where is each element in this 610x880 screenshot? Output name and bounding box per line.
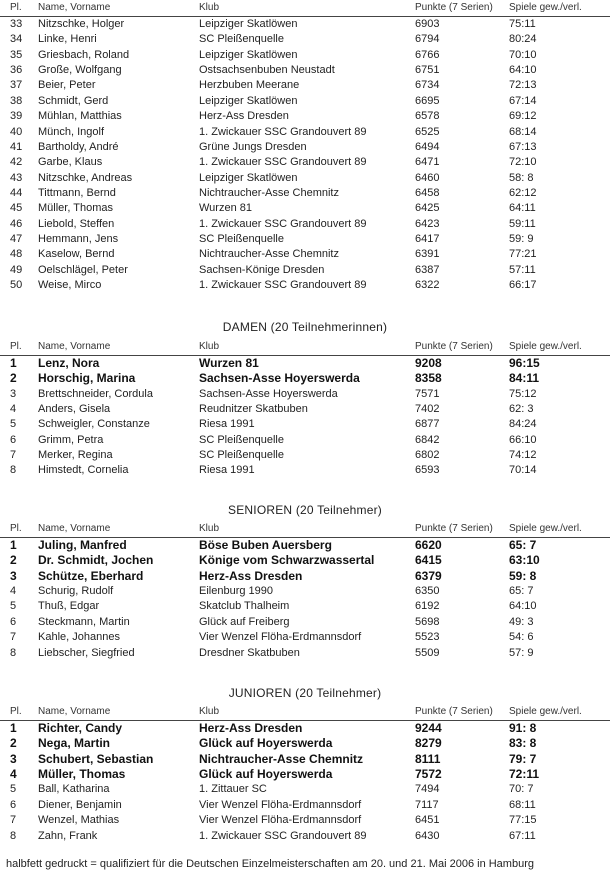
table-row bbox=[0, 646, 610, 661]
games-won-lost: 72:13 bbox=[509, 79, 537, 92]
table-row bbox=[0, 402, 610, 417]
place: 47 bbox=[10, 232, 23, 245]
club-name: Dresdner Skatbuben bbox=[199, 646, 300, 659]
club-name: SC Pleißenquelle bbox=[199, 433, 284, 446]
club-name: Riesa 1991 bbox=[199, 464, 255, 477]
club-name: Nichtraucher-Asse Chemnitz bbox=[199, 186, 339, 199]
player-name: Dr. Schmidt, Jochen bbox=[38, 553, 154, 568]
club-name: Herzbuben Meerane bbox=[199, 79, 300, 92]
table-row bbox=[0, 155, 610, 170]
games-won-lost: 64:10 bbox=[509, 64, 537, 76]
table-row bbox=[0, 736, 610, 751]
points: 7402 bbox=[415, 403, 440, 416]
points: 6387 bbox=[415, 263, 440, 276]
place: 35 bbox=[10, 48, 23, 61]
table-row bbox=[0, 417, 610, 432]
points: 6766 bbox=[415, 48, 440, 61]
player-name: Lenz, Nora bbox=[38, 356, 100, 370]
club-name: 1. Zittauer SC bbox=[199, 783, 267, 796]
club-name: Leipziger Skatlöwen bbox=[199, 48, 298, 61]
points: 8279 bbox=[415, 736, 442, 751]
games-won-lost: 69:12 bbox=[509, 110, 537, 123]
header-club-name: Klub bbox=[199, 2, 220, 13]
games-won-lost: 59: 9 bbox=[509, 232, 534, 245]
club-name: 1. Zwickauer SSC Grandouvert 89 bbox=[199, 829, 367, 842]
club-name: Glück auf Hoyerswerda bbox=[199, 736, 333, 751]
section-title: SENIOREN (20 Teilnehmer) bbox=[228, 503, 382, 517]
games-won-lost: 59: 8 bbox=[509, 568, 537, 583]
table-row bbox=[0, 48, 610, 63]
table-row bbox=[0, 829, 610, 844]
table-row bbox=[0, 17, 610, 32]
place: 8 bbox=[10, 646, 17, 659]
club-name: Wurzen 81 bbox=[199, 356, 259, 370]
header-player-name: Name, Vorname bbox=[38, 523, 111, 534]
table-row bbox=[0, 433, 610, 448]
place: 3 bbox=[10, 387, 17, 400]
header-points: Punkte (7 Serien) bbox=[415, 706, 493, 717]
table-row bbox=[0, 599, 610, 614]
games-won-lost: 84:11 bbox=[509, 371, 540, 386]
place: 1 bbox=[10, 538, 17, 552]
club-name: Könige vom Schwarzwassertal bbox=[199, 553, 375, 568]
header-player-name: Name, Vorname bbox=[38, 706, 111, 717]
games-won-lost: 57:11 bbox=[509, 263, 536, 276]
club-name: Ostsachsenbuben Neustadt bbox=[199, 64, 335, 76]
place: 2 bbox=[10, 553, 17, 568]
player-name: Kahle, Johannes bbox=[38, 631, 120, 644]
club-name: Herz-Ass Dresden bbox=[199, 110, 289, 123]
header-player-name: Name, Vorname bbox=[38, 341, 111, 352]
place: 1 bbox=[10, 356, 17, 370]
club-name: Vier Wenzel Flöha-Erdmannsdorf bbox=[199, 631, 362, 644]
player-name: Garbe, Klaus bbox=[38, 156, 103, 169]
club-name: Nichtraucher-Asse Chemnitz bbox=[199, 248, 339, 261]
table-row bbox=[0, 752, 610, 767]
player-name: Münch, Ingolf bbox=[38, 125, 105, 138]
player-name: Himstedt, Cornelia bbox=[38, 464, 129, 477]
points: 9244 bbox=[415, 721, 442, 735]
table-row bbox=[0, 371, 610, 386]
table-row bbox=[0, 356, 610, 371]
player-name: Brettschneider, Cordula bbox=[38, 387, 153, 400]
club-name: SC Pleißenquelle bbox=[199, 449, 284, 462]
points: 5523 bbox=[415, 631, 440, 644]
games-won-lost: 59:11 bbox=[509, 217, 536, 230]
club-name: SC Pleißenquelle bbox=[199, 232, 284, 245]
place: 5 bbox=[10, 600, 17, 613]
points: 6192 bbox=[415, 600, 440, 613]
section-title: JUNIOREN (20 Teilnehmer) bbox=[228, 686, 382, 700]
player-name: Anders, Gisela bbox=[38, 403, 111, 416]
place: 4 bbox=[10, 403, 17, 416]
player-name: Zahn, Frank bbox=[38, 829, 98, 842]
games-won-lost: 72:10 bbox=[509, 156, 537, 169]
points: 6751 bbox=[415, 64, 440, 76]
table-row bbox=[0, 263, 610, 278]
points: 6877 bbox=[415, 418, 440, 431]
games-won-lost: 67:14 bbox=[509, 94, 537, 107]
table-row bbox=[0, 448, 610, 463]
player-name: Schurig, Rudolf bbox=[38, 585, 114, 597]
table-row bbox=[0, 630, 610, 645]
place: 33 bbox=[10, 18, 23, 30]
place: 38 bbox=[10, 94, 23, 107]
player-name: Tittmann, Bernd bbox=[38, 186, 116, 199]
place: 7 bbox=[10, 631, 17, 644]
header-games-won-lost: Spiele gew./verl. bbox=[509, 523, 582, 534]
table-row bbox=[0, 247, 610, 262]
games-won-lost: 63:10 bbox=[509, 553, 540, 568]
games-won-lost: 96:15 bbox=[509, 356, 540, 370]
player-name: Merker, Regina bbox=[38, 449, 113, 462]
player-name: Mühlan, Matthias bbox=[38, 110, 122, 123]
games-won-lost: 91: 8 bbox=[509, 721, 537, 735]
place: 36 bbox=[10, 64, 23, 76]
header-points: Punkte (7 Serien) bbox=[415, 2, 493, 13]
place: 3 bbox=[10, 751, 17, 766]
club-name: Reudnitzer Skatbuben bbox=[199, 403, 308, 416]
games-won-lost: 79: 7 bbox=[509, 751, 537, 766]
club-name: 1. Zwickauer SSC Grandouvert 89 bbox=[199, 125, 367, 138]
place: 6 bbox=[10, 615, 17, 628]
table-header bbox=[0, 521, 610, 538]
games-won-lost: 75:11 bbox=[509, 18, 536, 30]
games-won-lost: 68:11 bbox=[509, 798, 536, 811]
header-games-won-lost: Spiele gew./verl. bbox=[509, 341, 582, 352]
player-name: Müller, Thomas bbox=[38, 202, 113, 215]
points: 6794 bbox=[415, 33, 440, 46]
header-place: Pl. bbox=[10, 706, 22, 717]
place: 40 bbox=[10, 125, 23, 138]
header-points: Punkte (7 Serien) bbox=[415, 341, 493, 352]
games-won-lost: 77:15 bbox=[509, 814, 537, 827]
header-club-name: Klub bbox=[199, 706, 220, 717]
table-row bbox=[0, 32, 610, 47]
club-name: Eilenburg 1990 bbox=[199, 585, 274, 597]
points: 6322 bbox=[415, 278, 440, 291]
player-name: Diener, Benjamin bbox=[38, 798, 122, 811]
games-won-lost: 57: 9 bbox=[509, 646, 534, 659]
table-row bbox=[0, 171, 610, 186]
header-games-won-lost: Spiele gew./verl. bbox=[509, 706, 582, 717]
table-row bbox=[0, 94, 610, 109]
club-name: Herz-Ass Dresden bbox=[199, 721, 303, 735]
games-won-lost: 83: 8 bbox=[509, 736, 537, 751]
table-row bbox=[0, 232, 610, 247]
club-name: 1. Zwickauer SSC Grandouvert 89 bbox=[199, 278, 367, 291]
club-name: Sachsen-Asse Hoyerswerda bbox=[199, 371, 360, 386]
table-row bbox=[0, 767, 610, 782]
player-name: Bartholdy, André bbox=[38, 140, 119, 153]
games-won-lost: 62: 3 bbox=[509, 403, 534, 416]
player-name: Große, Wolfgang bbox=[38, 64, 122, 76]
player-name: Horschig, Marina bbox=[38, 371, 136, 386]
table-row bbox=[0, 217, 610, 232]
player-name: Nitzschke, Holger bbox=[38, 18, 125, 30]
club-name: Glück auf Freiberg bbox=[199, 615, 290, 628]
points: 7572 bbox=[415, 767, 442, 781]
points: 8111 bbox=[415, 751, 441, 766]
points: 6391 bbox=[415, 248, 440, 261]
place: 6 bbox=[10, 798, 17, 811]
player-name: Thuß, Edgar bbox=[38, 600, 100, 613]
games-won-lost: 80:24 bbox=[509, 33, 537, 46]
points: 7494 bbox=[415, 783, 440, 796]
club-name: 1. Zwickauer SSC Grandouvert 89 bbox=[199, 156, 367, 169]
place: 42 bbox=[10, 156, 23, 169]
player-name: Grimm, Petra bbox=[38, 433, 104, 446]
place: 50 bbox=[10, 278, 23, 291]
games-won-lost: 70:10 bbox=[509, 48, 537, 61]
player-name: Oelschlägel, Peter bbox=[38, 263, 128, 276]
points: 6451 bbox=[415, 814, 440, 827]
points: 7117 bbox=[415, 798, 439, 811]
player-name: Ball, Katharina bbox=[38, 783, 110, 796]
points: 6525 bbox=[415, 125, 440, 138]
player-name: Nitzschke, Andreas bbox=[38, 171, 133, 184]
place: 6 bbox=[10, 433, 17, 446]
header-place: Pl. bbox=[10, 2, 22, 13]
player-name: Wenzel, Mathias bbox=[38, 814, 120, 827]
games-won-lost: 67:13 bbox=[509, 140, 537, 153]
points: 5509 bbox=[415, 646, 440, 659]
player-name: Liebold, Steffen bbox=[38, 217, 115, 230]
games-won-lost: 70:14 bbox=[509, 464, 537, 477]
games-won-lost: 84:24 bbox=[509, 418, 537, 431]
place: 43 bbox=[10, 171, 23, 184]
player-name: Weise, Mirco bbox=[38, 278, 102, 291]
games-won-lost: 75:12 bbox=[509, 387, 537, 400]
place: 34 bbox=[10, 33, 23, 46]
player-name: Nega, Martin bbox=[38, 736, 111, 751]
table-row bbox=[0, 125, 610, 140]
points: 6458 bbox=[415, 186, 440, 199]
player-name: Griesbach, Roland bbox=[38, 48, 130, 61]
points: 6417 bbox=[415, 232, 440, 245]
club-name: Herz-Ass Dresden bbox=[199, 568, 303, 583]
table-row bbox=[0, 63, 610, 78]
table-row bbox=[0, 538, 610, 553]
qualification-note: halbfett gedruckt = qualifiziert für die Deutschen Einzelmeisterschaften am 20. und 21. Mai 2006 in Hamburg bbox=[6, 858, 534, 870]
table-row bbox=[0, 584, 610, 599]
table-row bbox=[0, 782, 610, 797]
table-header bbox=[0, 704, 610, 721]
points: 6415 bbox=[415, 553, 442, 568]
player-name: Schütze, Eberhard bbox=[38, 568, 144, 583]
games-won-lost: 70: 7 bbox=[509, 783, 534, 796]
games-won-lost: 74:12 bbox=[509, 449, 537, 462]
place: 46 bbox=[10, 217, 23, 230]
player-name: Schubert, Sebastian bbox=[38, 751, 154, 766]
games-won-lost: 64:10 bbox=[509, 600, 537, 613]
table-row bbox=[0, 798, 610, 813]
points: 6379 bbox=[415, 568, 442, 583]
points: 6494 bbox=[415, 140, 440, 153]
points: 9208 bbox=[415, 356, 442, 370]
table-row bbox=[0, 615, 610, 630]
table-row bbox=[0, 463, 610, 478]
points: 8358 bbox=[415, 371, 442, 386]
club-name: Leipziger Skatlöwen bbox=[199, 18, 298, 30]
player-name: Richter, Candy bbox=[38, 721, 123, 735]
table-row bbox=[0, 387, 610, 402]
table-row bbox=[0, 109, 610, 124]
header-place: Pl. bbox=[10, 341, 22, 352]
club-name: Nichtraucher-Asse Chemnitz bbox=[199, 751, 364, 766]
points: 6425 bbox=[415, 202, 440, 215]
points: 6593 bbox=[415, 464, 440, 477]
club-name: Sachsen-Asse Hoyerswerda bbox=[199, 387, 338, 400]
points: 6903 bbox=[415, 18, 440, 30]
place: 2 bbox=[10, 736, 17, 751]
header-player-name: Name, Vorname bbox=[38, 2, 111, 13]
table-row bbox=[0, 278, 610, 293]
place: 7 bbox=[10, 814, 17, 827]
club-name: Vier Wenzel Flöha-Erdmannsdorf bbox=[199, 814, 362, 827]
points: 5698 bbox=[415, 615, 440, 628]
table-row bbox=[0, 78, 610, 93]
player-name: Müller, Thomas bbox=[38, 767, 126, 781]
club-name: Riesa 1991 bbox=[199, 418, 255, 431]
club-name: Glück auf Hoyerswerda bbox=[199, 767, 333, 781]
section-title: DAMEN (20 Teilnehmerinnen) bbox=[222, 320, 388, 334]
player-name: Liebscher, Siegfried bbox=[38, 646, 135, 659]
points: 6695 bbox=[415, 94, 440, 107]
player-name: Beier, Peter bbox=[38, 79, 96, 92]
table-header bbox=[0, 0, 610, 17]
points: 6802 bbox=[415, 449, 440, 462]
place: 2 bbox=[10, 371, 17, 386]
place: 44 bbox=[10, 186, 23, 199]
player-name: Kaselow, Bernd bbox=[38, 248, 115, 261]
club-name: SC Pleißenquelle bbox=[199, 33, 284, 46]
place: 48 bbox=[10, 248, 23, 261]
points: 6578 bbox=[415, 110, 440, 123]
table-row bbox=[0, 553, 610, 568]
place: 1 bbox=[10, 721, 17, 735]
club-name: Böse Buben Auersberg bbox=[199, 538, 332, 552]
place: 7 bbox=[10, 449, 17, 462]
games-won-lost: 64:11 bbox=[509, 202, 536, 215]
table-row bbox=[0, 201, 610, 216]
place: 49 bbox=[10, 263, 23, 276]
table-header bbox=[0, 339, 610, 356]
player-name: Juling, Manfred bbox=[38, 538, 127, 552]
place: 8 bbox=[10, 464, 17, 477]
club-name: Leipziger Skatlöwen bbox=[199, 94, 298, 107]
player-name: Schmidt, Gerd bbox=[38, 94, 109, 107]
club-name: Wurzen 81 bbox=[199, 202, 252, 215]
club-name: Leipziger Skatlöwen bbox=[199, 171, 298, 184]
points: 6471 bbox=[415, 156, 440, 169]
place: 8 bbox=[10, 829, 17, 842]
points: 6460 bbox=[415, 171, 440, 184]
games-won-lost: 72:11 bbox=[509, 767, 540, 781]
points: 6423 bbox=[415, 217, 440, 230]
player-name: Schweigler, Constanze bbox=[38, 418, 150, 431]
games-won-lost: 65: 7 bbox=[509, 585, 534, 597]
place: 4 bbox=[10, 585, 17, 597]
club-name: Vier Wenzel Flöha-Erdmannsdorf bbox=[199, 798, 362, 811]
points: 7571 bbox=[415, 387, 440, 400]
games-won-lost: 65: 7 bbox=[509, 538, 537, 552]
games-won-lost: 66:17 bbox=[509, 278, 537, 291]
points: 6620 bbox=[415, 538, 442, 552]
club-name: Skatclub Thalheim bbox=[199, 600, 290, 613]
games-won-lost: 58: 8 bbox=[509, 171, 534, 184]
place: 3 bbox=[10, 568, 17, 583]
header-club-name: Klub bbox=[199, 523, 220, 534]
header-club-name: Klub bbox=[199, 341, 220, 352]
games-won-lost: 66:10 bbox=[509, 433, 537, 446]
table-row bbox=[0, 813, 610, 828]
games-won-lost: 68:14 bbox=[509, 125, 537, 138]
place: 5 bbox=[10, 783, 17, 796]
header-games-won-lost: Spiele gew./verl. bbox=[509, 2, 582, 13]
club-name: 1. Zwickauer SSC Grandouvert 89 bbox=[199, 217, 367, 230]
points: 6430 bbox=[415, 829, 440, 842]
place: 37 bbox=[10, 79, 23, 92]
table-row bbox=[0, 569, 610, 584]
club-name: Grüne Jungs Dresden bbox=[199, 140, 307, 153]
table-row bbox=[0, 186, 610, 201]
header-points: Punkte (7 Serien) bbox=[415, 523, 493, 534]
player-name: Hemmann, Jens bbox=[38, 232, 119, 245]
points: 6842 bbox=[415, 433, 440, 446]
place: 45 bbox=[10, 202, 23, 215]
player-name: Steckmann, Martin bbox=[38, 615, 130, 628]
table-row bbox=[0, 721, 610, 736]
club-name: Sachsen-Könige Dresden bbox=[199, 263, 325, 276]
games-won-lost: 49: 3 bbox=[509, 615, 534, 628]
games-won-lost: 67:11 bbox=[509, 829, 536, 842]
games-won-lost: 77:21 bbox=[509, 248, 537, 261]
place: 4 bbox=[10, 767, 17, 781]
table-row bbox=[0, 140, 610, 155]
place: 39 bbox=[10, 110, 23, 123]
player-name: Linke, Henri bbox=[38, 33, 97, 46]
points: 6734 bbox=[415, 79, 440, 92]
place: 5 bbox=[10, 418, 17, 431]
games-won-lost: 62:12 bbox=[509, 186, 537, 199]
points: 6350 bbox=[415, 585, 440, 597]
games-won-lost: 54: 6 bbox=[509, 631, 534, 644]
place: 41 bbox=[10, 140, 23, 153]
header-place: Pl. bbox=[10, 523, 22, 534]
